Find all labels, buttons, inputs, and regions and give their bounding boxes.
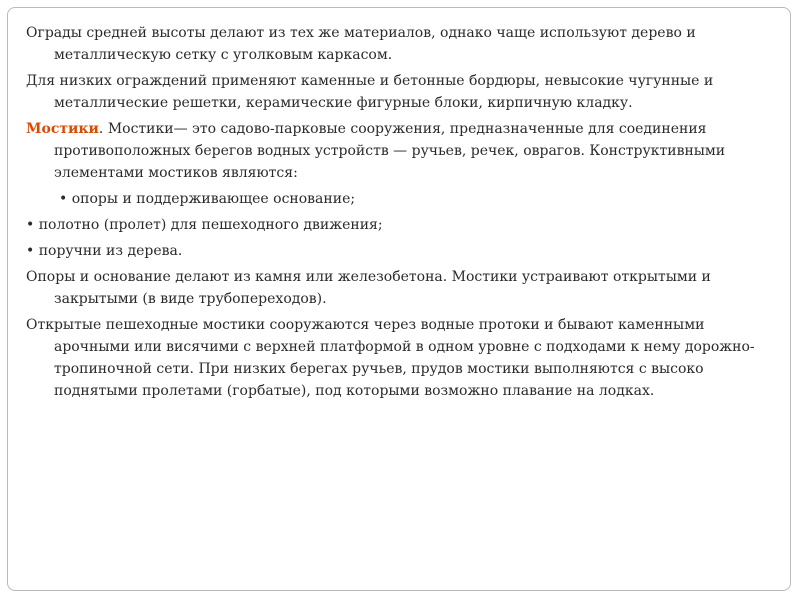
bridges-definition: . Мостики— это садово-парковые сооружения, предназначенные для соединения противоположных берегов водных устройств — ручьев, речек, оврагов. Конструктивными элементами мостиков являются: <box>54 121 726 181</box>
paragraph-supports: Опоры и основание делают из камня или железобетона. Мостики устраивают открытыми и закрытыми (в виде трубопереходов). <box>26 269 711 307</box>
list-item: • полотно (пролет) для пешеходного движения; <box>26 217 383 233</box>
list-item: • поручни из дерева. <box>26 243 183 259</box>
list-item: • опоры и поддерживающее основание; <box>59 191 356 207</box>
paragraph-fences-low: Для низких ограждений применяют каменные и бетонные бордюры, невысокие чугунные и металлические решетки, керамические фигурные блоки, кирпичную кладку. <box>26 73 714 111</box>
slide-content <box>26 22 771 406</box>
paragraph-fences-medium: Ограды средней высоты делают из тех же материалов, однако чаще используют дерево и металлическую сетку с уголковым каркасом. <box>26 25 696 63</box>
paragraph-open-bridges: Открытые пешеходные мостики сооружаются через водные протоки и бывают каменными арочными или висячими с верхней платформой в одном уровне с подходами к нему дорожно-тропиночной сети. При низких берегах ручьев, прудов мостики выполняются с высоко поднятыми пролетами (горбатые), под которыми возможно плавание на лодках. <box>26 317 755 399</box>
paragraph-bridges <box>26 118 771 184</box>
slide-frame <box>7 7 791 591</box>
term-bridges: Мостики <box>26 121 99 137</box>
